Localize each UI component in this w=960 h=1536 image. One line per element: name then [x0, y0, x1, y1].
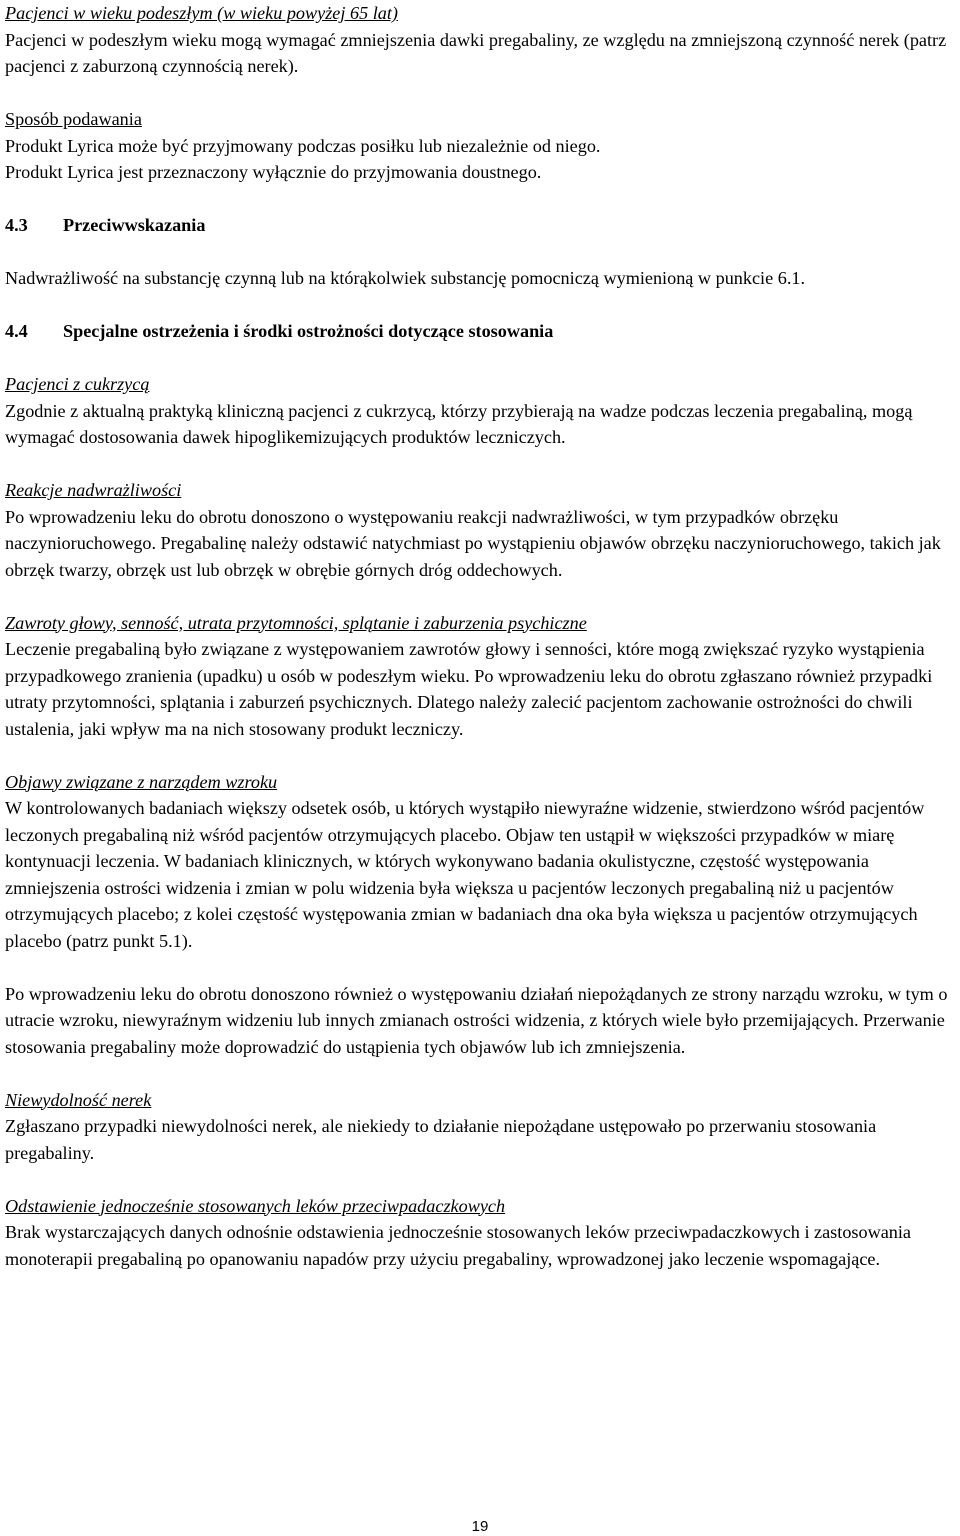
subsection-paragraph: W kontrolowanych badaniach większy odsetek osób, u których wystąpiło niewyraźne widzenie, stwierdzono wśród pacjentów leczonych pregabaliną niż wśród pacjentów otrzymujących placebo. Objaw ten ustąpił w większości przypadków w miarę kontynuacji leczenia. W badaniach klinicznych, w których wykonywano badania okulistyczne, częstość występowania zmniejszenia ostrości widzenia i zmian w polu widzenia była większa u pacjentów leczonych pregabaliną niż u pacjentów otrzymujących placebo; z kolei częstość występowania zmian w badaniach dna oka była większa u pacjentów otrzymujących placebo (patrz punkt 5.1).: [5, 798, 925, 951]
section-4-3-heading: [5, 212, 960, 239]
subsection-hypersensitivity: [5, 477, 960, 583]
subsection-diabetes: [5, 371, 960, 451]
administration-line-2: Produkt Lyrica jest przeznaczony wyłącznie do przyjmowania doustnego.: [5, 162, 542, 182]
section-4-3-title: Przeciwwskazania: [63, 215, 206, 235]
section-4-3-text: Nadwrażliwość na substancję czynną lub na którąkolwiek substancję pomocniczą wymienioną w punkcie 6.1.: [5, 268, 806, 288]
subsection-renal-failure: [5, 1087, 960, 1167]
elderly-patients-text: Pacjenci w podeszłym wieku mogą wymagać zmniejszenia dawki pregabaliny, ze względu na zmniejszoną czynność nerek (patrz pacjenci z zaburzoną czynnością nerek).: [5, 29, 947, 76]
subsection-heading: Pacjenci z cukrzycą: [5, 374, 150, 394]
subsection-paragraph: Po wprowadzeniu leku do obrotu donoszono również o występowaniu działań niepożądanych ze strony narządu wzroku, w tym o utracie wzroku, niewyraźnym widzeniu lub innych zmianach ostrości widzenia, z których wiele było przemijających. Przerwanie stosowania pregabaliny może doprowadzić do ustąpienia tych objawów lub ich zmniejszenia.: [5, 983, 948, 1057]
elderly-patients-block: [5, 0, 960, 80]
subsection-heading: Odstawienie jednocześnie stosowanych leków przeciwpadaczkowych: [5, 1195, 506, 1216]
page-number: 19: [471, 1518, 489, 1535]
administration-block: [5, 106, 960, 186]
subsection-vision: [5, 769, 960, 1061]
subsection-dizziness: [5, 610, 960, 743]
document-page: [5, 0, 960, 1272]
administration-heading: Sposób podawania: [5, 109, 142, 129]
section-4-4-heading: [5, 318, 960, 345]
subsection-paragraph: Zgłaszano przypadki niewydolności nerek, ale niekiedy to działanie niepożądane ustępowało po przerwaniu stosowania pregabaliny.: [5, 1116, 877, 1163]
subsection-paragraph: Brak wystarczających danych odnośnie odstawienia jednocześnie stosowanych leków przeciwpadaczkowych i zastosowania monoterapii pregabaliną po opanowaniu napadów przy użyciu pregabaliny, wprowadzonej jako leczenie wspomagające.: [5, 1222, 912, 1269]
section-4-4-number: 4.4: [5, 321, 28, 341]
subsection-heading: Reakcje nadwrażliwości: [5, 480, 182, 500]
subsection-aed-withdrawal: [5, 1193, 960, 1273]
administration-line-1: Produkt Lyrica może być przyjmowany podczas posiłku lub niezależnie od niego.: [5, 135, 601, 156]
section-4-3-number: 4.3: [5, 215, 28, 235]
subsection-heading: Zawroty głowy, senność, utrata przytomności, splątanie i zaburzenia psychiczne: [5, 612, 587, 633]
subsection-paragraph: Zgodnie z aktualną praktyką kliniczną pacjenci z cukrzycą, którzy przybierają na wadze podczas leczenia pregabaliną, mogą wymagać dostosowania dawek hipoglikemizujących produktów leczniczych.: [5, 400, 913, 447]
elderly-patients-heading: Pacjenci w wieku podeszłym (w wieku powyżej 65 lat): [5, 3, 398, 23]
subsection-paragraph: Leczenie pregabaliną było związane z występowaniem zawrotów głowy i senności, które mogą zwiększać ryzyko wystąpienia przypadkowego zranienia (upadku) u osób w podeszłym wieku. Po wprowadzeniu leku do obrotu zgłaszano również przypadki utraty przytomności, splątania i zaburzeń psychicznych. Dlatego należy zalecić pacjentom zachowanie ostrożności do chwili ustalenia, jaki wpływ ma na nich stosowany produkt leczniczy.: [5, 639, 933, 739]
section-4-3: [5, 212, 960, 292]
section-4-4-title: Specjalne ostrzeżenia i środki ostrożności dotyczące stosowania: [63, 321, 554, 341]
section-4-4: [5, 318, 960, 1272]
subsection-paragraph: Po wprowadzeniu leku do obrotu donoszono o występowaniu reakcji nadwrażliwości, w tym przypadków obrzęku naczynioruchowego. Pregabalinę należy odstawić natychmiast po wystąpieniu objawów obrzęku naczynioruchowego, takich jak obrzęk twarzy, obrzęk ust lub obrzęk w obrębie górnych dróg oddechowych.: [5, 506, 941, 580]
subsection-heading: Niewydolność nerek: [5, 1089, 152, 1110]
subsection-heading: Objawy związane z narządem wzroku: [5, 771, 278, 792]
